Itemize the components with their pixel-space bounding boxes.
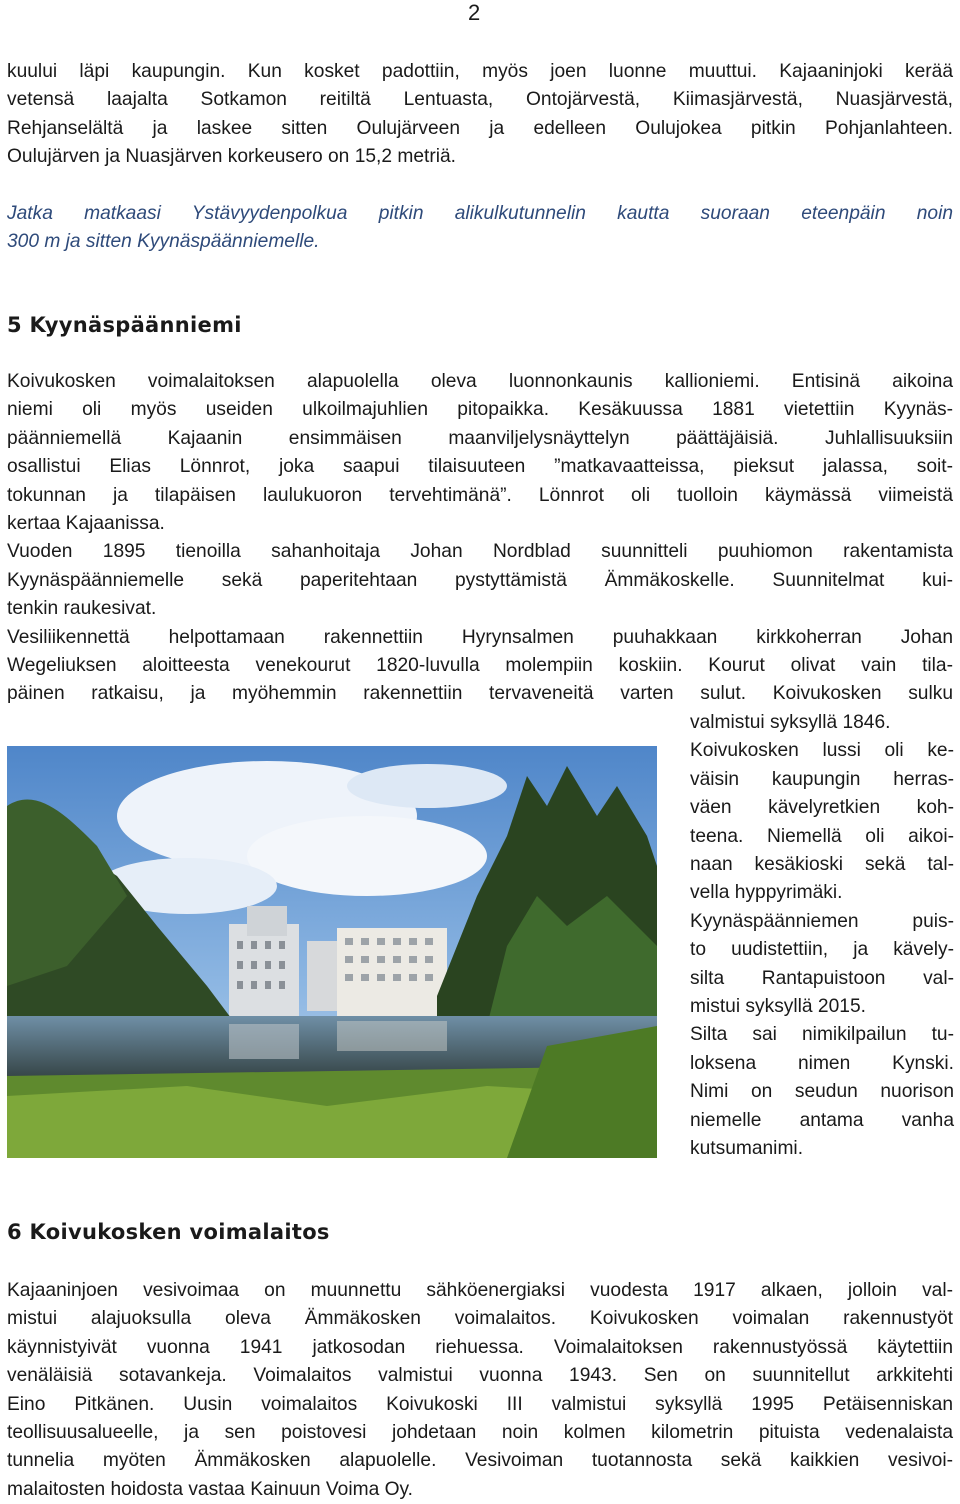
intro-paragraph bbox=[7, 58, 953, 172]
intro-line: Rehjanselältä ja laskee sitten Oulujärveen ja edelleen Oulujokea pitkin Pohjanlahteen. bbox=[7, 117, 953, 139]
side-line: teena. Niemellä oli aikoi- bbox=[690, 825, 954, 847]
side-line: Silta sai nimikilpailun tu- bbox=[690, 1024, 954, 1046]
directions-line: 300 m ja sitten Kyynäspäänniemelle. bbox=[7, 231, 320, 253]
section-6-body bbox=[7, 1277, 953, 1504]
intro-line: Oulujärven ja Nuasjärven korkeusero on 15,2 metriä. bbox=[7, 146, 457, 168]
directions-line: Jatka matkaasi Ystävyydenpolkua pitkin alikulkutunnelin kautta suoraan eteenpäin noin bbox=[7, 203, 953, 224]
section-6-line: venäläisiä sotavankeja. Voimalaitos valmistui vuonna 1943. Sen on suunnitellut arkkitehti bbox=[7, 1365, 953, 1387]
side-line: silta Rantapuistoon val- bbox=[690, 967, 954, 989]
section-5-heading: 5 Kyynäspäänniemi bbox=[7, 313, 242, 337]
section-5-line: niemi oli myös useiden ulkoilmajuhlien pitopaikka. Kesäkuussa 1881 vietettiin Kyynäs- bbox=[7, 399, 953, 421]
directions-paragraph bbox=[7, 200, 953, 257]
side-line: Nimi on seudun nuorison bbox=[690, 1081, 954, 1103]
side-line: valmistui syksyllä 1846. bbox=[690, 712, 891, 733]
intro-line: vetensä laajalta Sotkamon reitiltä Lentuasta, Ontojärvestä, Kiimasjärvestä, Nuasjärvestä, bbox=[7, 89, 953, 111]
side-line: Kyynäspäänniemen puis- bbox=[690, 910, 954, 932]
side-line: to uudistettiin, ja kävely- bbox=[690, 939, 954, 961]
side-line: mistui syksyllä 2015. bbox=[690, 996, 866, 1018]
section-6-line: Kajaaninjoen vesivoimaa on muunnettu sähköenergiaksi vuodesta 1917 alkaen, jolloin val- bbox=[7, 1280, 953, 1301]
intro-line: kuului läpi kaupungin. Kun kosket padottiin, myös joen luonne muuttui. Kajaaninjoki kerää bbox=[7, 61, 953, 82]
side-line: Koivukosken lussi oli ke- bbox=[690, 740, 954, 762]
side-line: loksena nimen Kynski. bbox=[690, 1052, 954, 1074]
section-5-line: Wegeliuksen aloitteesta venekourut 1820-luvulla molempiin koskiin. Kourut olivat vain tila- bbox=[7, 655, 953, 677]
section-5-side-column bbox=[690, 709, 954, 1164]
section-6-line: malaitosten hoidosta vastaa Kainuun Voima Oy. bbox=[7, 1478, 414, 1500]
section-6-line: tunnelia myöten Ämmäkosken alapuolelle. Vesivoiman tuotannosta sekä kaikkien vesivoi- bbox=[7, 1450, 953, 1472]
side-line: väisin kaupungin herras- bbox=[690, 768, 954, 790]
side-line: kutsumanimi. bbox=[690, 1138, 804, 1160]
side-line: niemelle antama vanha bbox=[690, 1109, 954, 1131]
section-6-heading: 6 Koivukosken voimalaitos bbox=[7, 1220, 330, 1244]
side-line: väen kävelyretkien koh- bbox=[690, 797, 954, 819]
section-5-line: tenkin raukesivat. bbox=[7, 598, 157, 620]
section-5-line: kertaa Kajaanissa. bbox=[7, 513, 165, 535]
section-6-line: mistui alajuoksulla oleva Ämmäkosken voimalaitos. Koivukosken voimalan rakennustyöt bbox=[7, 1308, 953, 1330]
page-number: 2 bbox=[468, 0, 481, 25]
side-line: vella hyppyrimäki. bbox=[690, 882, 843, 904]
section-5-line: tokunnan ja tilapäisen laulukuoron tervehtimänä”. Lönnrot oli tuolloin käymässä viimeistä bbox=[7, 484, 953, 506]
side-line: naan kesäkioski sekä tal- bbox=[690, 854, 954, 876]
section-5-body bbox=[7, 368, 953, 709]
section-6-line: Eino Pitkänen. Uusin voimalaitos Koivukoski III valmistui syksyllä 1995 Petäisenniskan bbox=[7, 1393, 953, 1415]
section-5-line: Vesiliikennettä helpottamaan rakennettiin Hyrynsalmen puuhakkaan kirkkoherran Johan bbox=[7, 626, 953, 648]
section-5-line: Vuoden 1895 tienoilla sahanhoitaja Johan Nordblad suunnitteli puuhiomon rakentamista bbox=[7, 541, 953, 563]
section-5-line: päänniemellä Kajaanin ensimmäisen maanviljelysnäyttelyn päättäjäisiä. Juhlallisuuksiin bbox=[7, 427, 953, 449]
section-5-line: Kyynäspäänniemelle sekä paperitehtaan pystyttämistä Ämmäkoskelle. Suunnitelmat kui- bbox=[7, 569, 953, 591]
section-6-line: teollisuusalueelle, ja sen poistovesi johdetaan noin kolmen kilometrin pituista vedenalaista bbox=[7, 1422, 953, 1444]
section-5-line: Koivukosken voimalaitoksen alapuolella oleva luonnonkaunis kallioniemi. Entisinä aikoina bbox=[7, 371, 953, 392]
section-6-line: käynnistyivät vuonna 1941 jatkosodan riehuessa. Voimalaitoksen rakennustyössä käytettiin bbox=[7, 1336, 953, 1358]
section-5-line: päinen ratkaisu, ja myöhemmin rakennettiin tervaveneitä varten sulut. Koivukosken sulku bbox=[7, 683, 953, 705]
section-5-line: osallistui Elias Lönnrot, joka saapui tilaisuuteen ”matkavaatteissa, pieksut jalassa, soit- bbox=[7, 456, 953, 478]
landscape-photo bbox=[7, 746, 657, 1158]
